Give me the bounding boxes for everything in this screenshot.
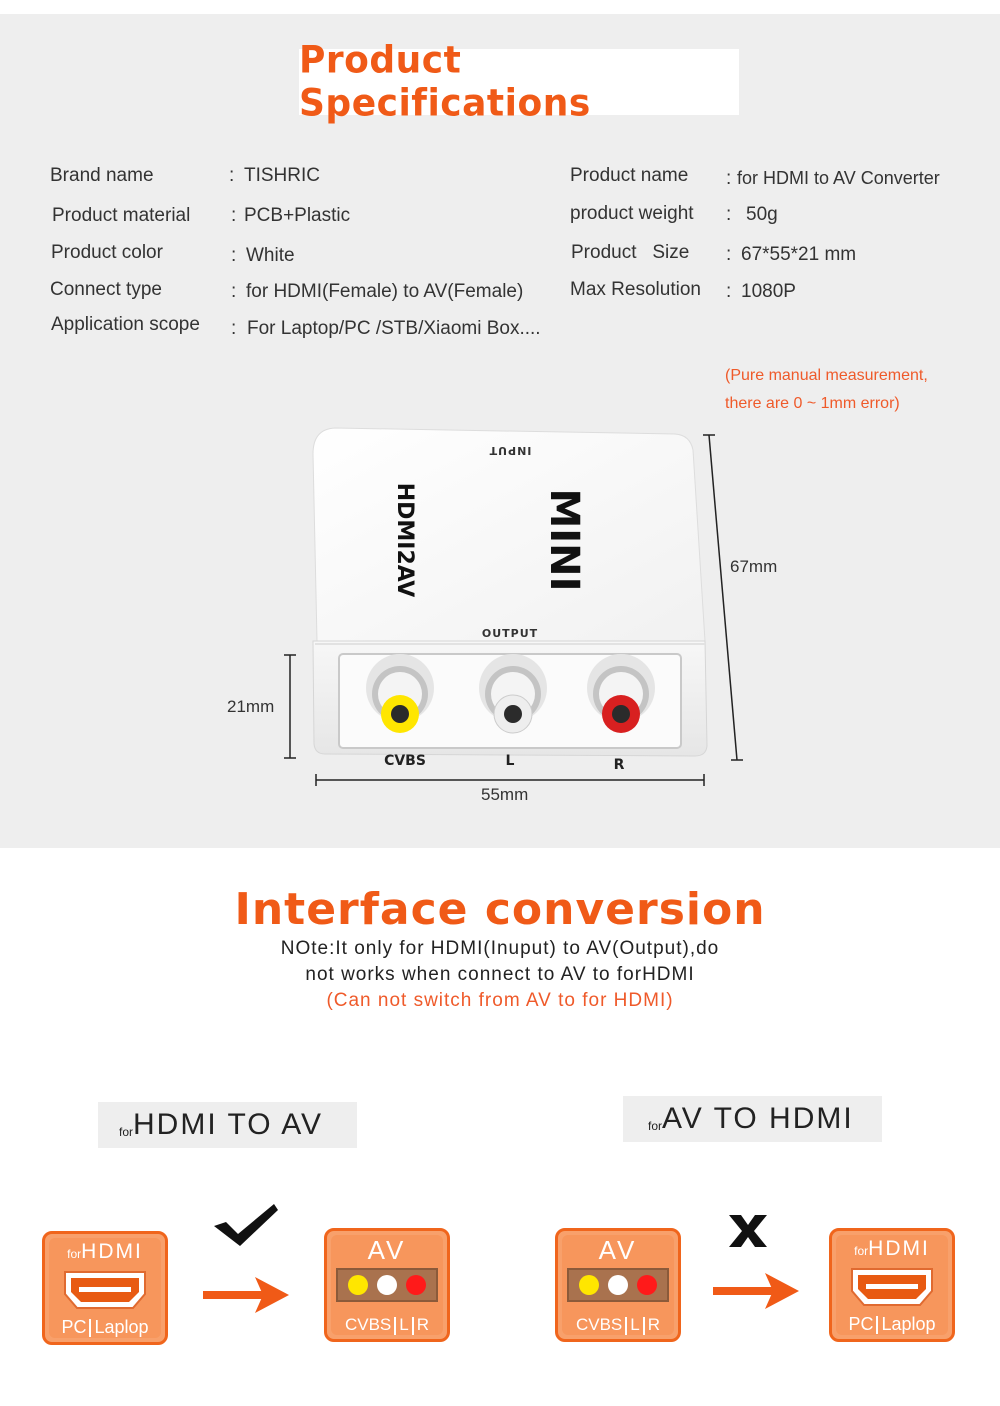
av-title: AV bbox=[598, 1235, 638, 1265]
spec-label-size: Product Size bbox=[571, 242, 690, 263]
port-label-l: L bbox=[505, 753, 515, 769]
av-l-label: L bbox=[399, 1315, 409, 1334]
check-icon bbox=[212, 1202, 280, 1248]
measurement-note bbox=[725, 362, 928, 418]
av-cvbs-label: CVBS bbox=[344, 1315, 392, 1334]
mode-prefix: for bbox=[119, 1125, 134, 1139]
spec-sep: : bbox=[726, 244, 732, 265]
interface-note-line2: not works when connect to AV to forHDMI bbox=[305, 964, 695, 985]
spec-sep: : bbox=[231, 318, 237, 339]
model-label: HDMI2AV bbox=[392, 482, 417, 598]
hdmi-laptop-label: Laplop bbox=[881, 1314, 936, 1334]
spec-sep: : bbox=[726, 281, 732, 302]
hdmi-title: HDMI bbox=[868, 1237, 930, 1260]
av-title: AV bbox=[367, 1235, 407, 1265]
spec-label-weight: product weight bbox=[570, 203, 694, 224]
spec-sep: : bbox=[726, 168, 732, 189]
spec-value-resolution: 1080P bbox=[741, 281, 796, 302]
hdmi-for-prefix: for bbox=[854, 1244, 869, 1258]
av-ports-strip bbox=[567, 1268, 669, 1302]
spec-sep: : bbox=[229, 165, 235, 186]
av-output-card bbox=[324, 1228, 450, 1342]
port-label-r: R bbox=[613, 757, 625, 773]
mode-av-to-hdmi bbox=[623, 1096, 882, 1142]
height-dimension-line bbox=[700, 432, 750, 766]
spec-value-color: White bbox=[246, 245, 295, 266]
spec-title: Product Specifications bbox=[299, 38, 591, 126]
interface-note-line1: NOte:It only for HDMI(Inuput) to AV(Output),do bbox=[280, 938, 720, 959]
spec-value-weight: 50g bbox=[746, 204, 778, 225]
cross-icon bbox=[727, 1213, 769, 1249]
hdmi-port-icon bbox=[850, 1267, 934, 1307]
spec-value-connect: for HDMI(Female) to AV(Female) bbox=[246, 281, 524, 302]
measurement-note-line: (Pure manual measurement, bbox=[725, 367, 928, 384]
spec-value-application: For Laptop/PC /STB/Xiaomi Box.... bbox=[247, 318, 541, 339]
spec-label-material: Product material bbox=[52, 205, 191, 226]
mode-hdmi-to-av bbox=[98, 1102, 357, 1148]
spec-label-resolution: Max Resolution bbox=[570, 279, 701, 300]
mode-label: HDMI TO AV bbox=[133, 1108, 324, 1141]
av-cvbs-label: CVBS bbox=[575, 1315, 623, 1334]
interface-title: Interface conversion bbox=[234, 884, 766, 935]
spec-label-product-name: Product name bbox=[570, 165, 689, 186]
hdmi-pc-label: PC bbox=[848, 1314, 874, 1334]
av-l-label: L bbox=[630, 1315, 640, 1334]
spec-label-brand: Brand name bbox=[50, 165, 154, 186]
av-white-dot bbox=[608, 1275, 628, 1295]
spec-sep: : bbox=[231, 281, 237, 302]
arrow-right-icon bbox=[203, 1275, 291, 1315]
input-label: INPUT bbox=[488, 444, 532, 457]
av-yellow-dot bbox=[579, 1275, 599, 1295]
depth-dimension-line bbox=[282, 652, 298, 762]
spec-sep: : bbox=[726, 204, 732, 225]
hdmi-output-card bbox=[829, 1228, 955, 1342]
mode-label: AV TO HDMI bbox=[662, 1102, 854, 1135]
spec-value-brand: TISHRIC bbox=[244, 165, 320, 186]
spec-value-size: 67*55*21 mm bbox=[741, 244, 857, 265]
hdmi-source-card bbox=[42, 1231, 168, 1345]
output-label: OUTPUT bbox=[481, 627, 539, 640]
av-red-dot bbox=[406, 1275, 426, 1295]
dimension-67mm: 67mm bbox=[730, 557, 778, 576]
spec-sep: : bbox=[231, 245, 237, 266]
spec-title-box bbox=[299, 38, 739, 126]
av-yellow-dot bbox=[348, 1275, 368, 1295]
spec-label-application: Application scope bbox=[51, 314, 200, 335]
interface-note-line3: (Can not switch from AV to for HDMI) bbox=[326, 990, 674, 1011]
av-r-label: R bbox=[416, 1315, 430, 1334]
hdmi-laptop-label: Laplop bbox=[94, 1317, 149, 1337]
hdmi-title: HDMI bbox=[81, 1240, 143, 1263]
converter-device-illustration bbox=[305, 426, 710, 773]
spec-value-product-name: for HDMI to AV Converter bbox=[737, 168, 940, 188]
hdmi-port-icon bbox=[63, 1270, 147, 1310]
mode-prefix: for bbox=[648, 1119, 663, 1133]
arrow-right-icon bbox=[713, 1271, 801, 1311]
spec-sep: : bbox=[231, 205, 237, 226]
port-label-cvbs: CVBS bbox=[384, 753, 426, 769]
av-r-label: R bbox=[647, 1315, 661, 1334]
measurement-note-line: there are 0 ~ 1mm error) bbox=[725, 395, 900, 412]
av-ports-strip bbox=[336, 1268, 438, 1302]
hdmi-for-prefix: for bbox=[67, 1247, 82, 1261]
dimension-21mm: 21mm bbox=[227, 697, 275, 716]
spec-label-color: Product color bbox=[51, 242, 163, 263]
spec-label-connect: Connect type bbox=[50, 279, 162, 300]
spec-section bbox=[0, 14, 1000, 848]
mini-logo: MINI bbox=[541, 488, 587, 592]
dimension-55mm: 55mm bbox=[481, 785, 529, 804]
hdmi-pc-label: PC bbox=[61, 1317, 87, 1337]
spec-value-material: PCB+Plastic bbox=[244, 205, 351, 226]
av-white-dot bbox=[377, 1275, 397, 1295]
av-source-card bbox=[555, 1228, 681, 1342]
av-red-dot bbox=[637, 1275, 657, 1295]
